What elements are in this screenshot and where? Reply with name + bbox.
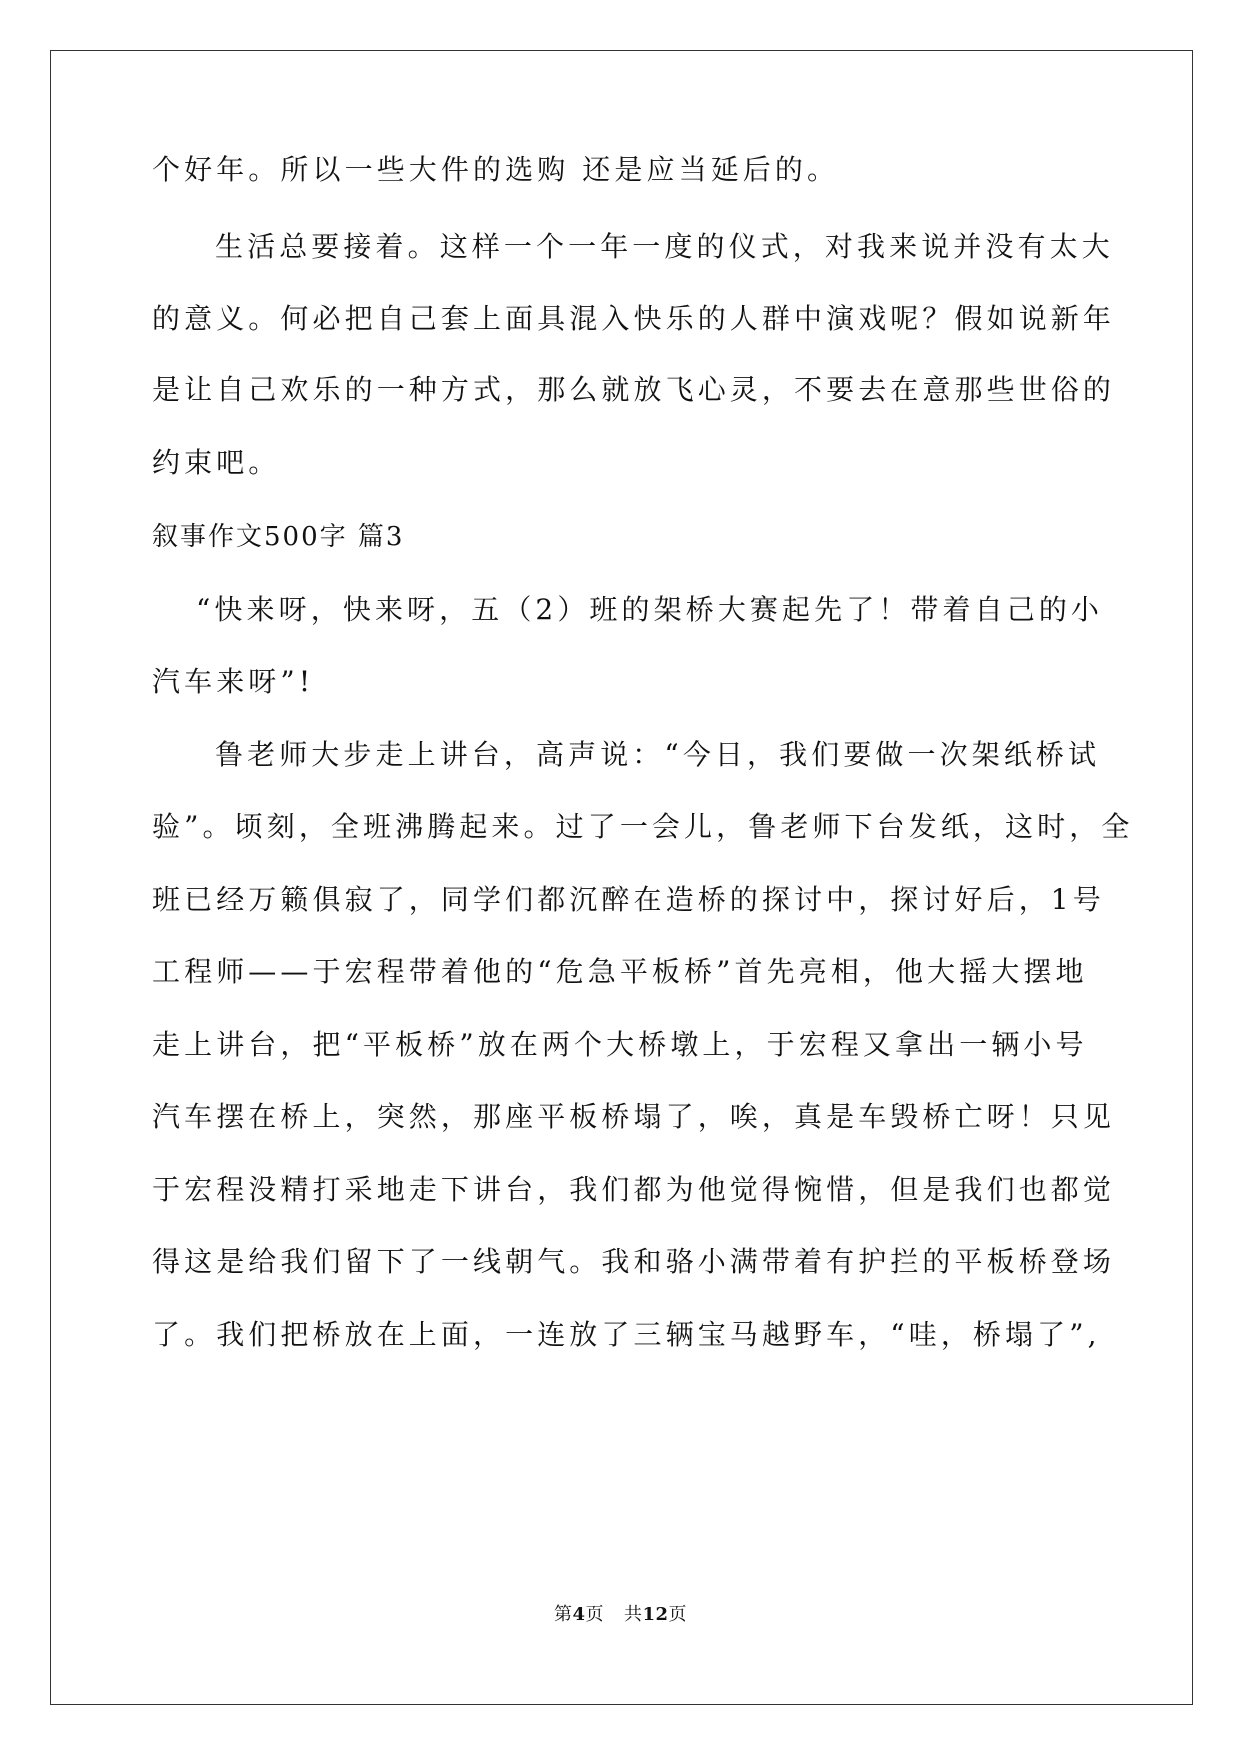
section-heading: 叙事作文500字 篇3 [152, 522, 405, 552]
text-line: 了。我们把桥放在上面，一连放了三辆宝马越野车，“哇，桥塌了”, [152, 1318, 1101, 1351]
footer-total-suffix: 页 [668, 1604, 688, 1625]
text-line: 班已经万籁俱寂了，同学们都沉醉在造桥的探讨中，探讨好后，1号 [152, 883, 1105, 916]
text-line: 约束吧。 [152, 446, 281, 479]
text-line: 得这是给我们留下了一线朝气。我和骆小满带着有护拦的平板桥登场 [152, 1245, 1116, 1278]
text-line: 汽车来呀”! [152, 665, 315, 698]
footer-prefix: 第 [553, 1604, 573, 1625]
text-line: 的意义。何必把自己套上面具混入快乐的人群中演戏呢？假如说新年 [152, 302, 1116, 335]
footer-total-prefix: 共 [623, 1604, 643, 1625]
text-line: 是让自己欢乐的一种方式，那么就放飞心灵，不要去在意那些世俗的 [152, 373, 1116, 406]
page-footer [0, 1603, 1241, 1627]
text-line: “快来呀，快来呀，五（2）班的架桥大赛起先了！带着自己的小 [196, 593, 1104, 626]
text-line: 汽车摆在桥上，突然，那座平板桥塌了，唉，真是车毁桥亡呀！只见 [152, 1100, 1116, 1133]
text-line: 走上讲台，把“平板桥”放在两个大桥墩上，于宏程又拿出一辆小号 [152, 1028, 1088, 1061]
text-line: 鲁老师大步走上讲台，高声说：“今日，我们要做一次架纸桥试 [215, 738, 1101, 771]
page-border [50, 50, 1193, 1705]
text-line: 生活总要接着。这样一个一年一度的仪式，对我来说并没有太大 [215, 230, 1114, 263]
footer-page-number: 4 [572, 1604, 586, 1625]
text-line: 个好年。所以一些大件的选购 还是应当延后的。 [152, 153, 840, 186]
text-line: 于宏程没精打采地走下讲台，我们都为他觉得惋惜，但是我们也都觉 [152, 1173, 1116, 1206]
footer-total-pages: 12 [642, 1604, 669, 1625]
text-line: 工程师——于宏程带着他的“危急平板桥”首先亮相，他大摇大摆地 [152, 955, 1088, 988]
footer-page-suffix: 页 [585, 1604, 604, 1625]
text-line: 验”。顷刻，全班沸腾起来。过了一会儿，鲁老师下台发纸，这时，全 [152, 810, 1134, 843]
